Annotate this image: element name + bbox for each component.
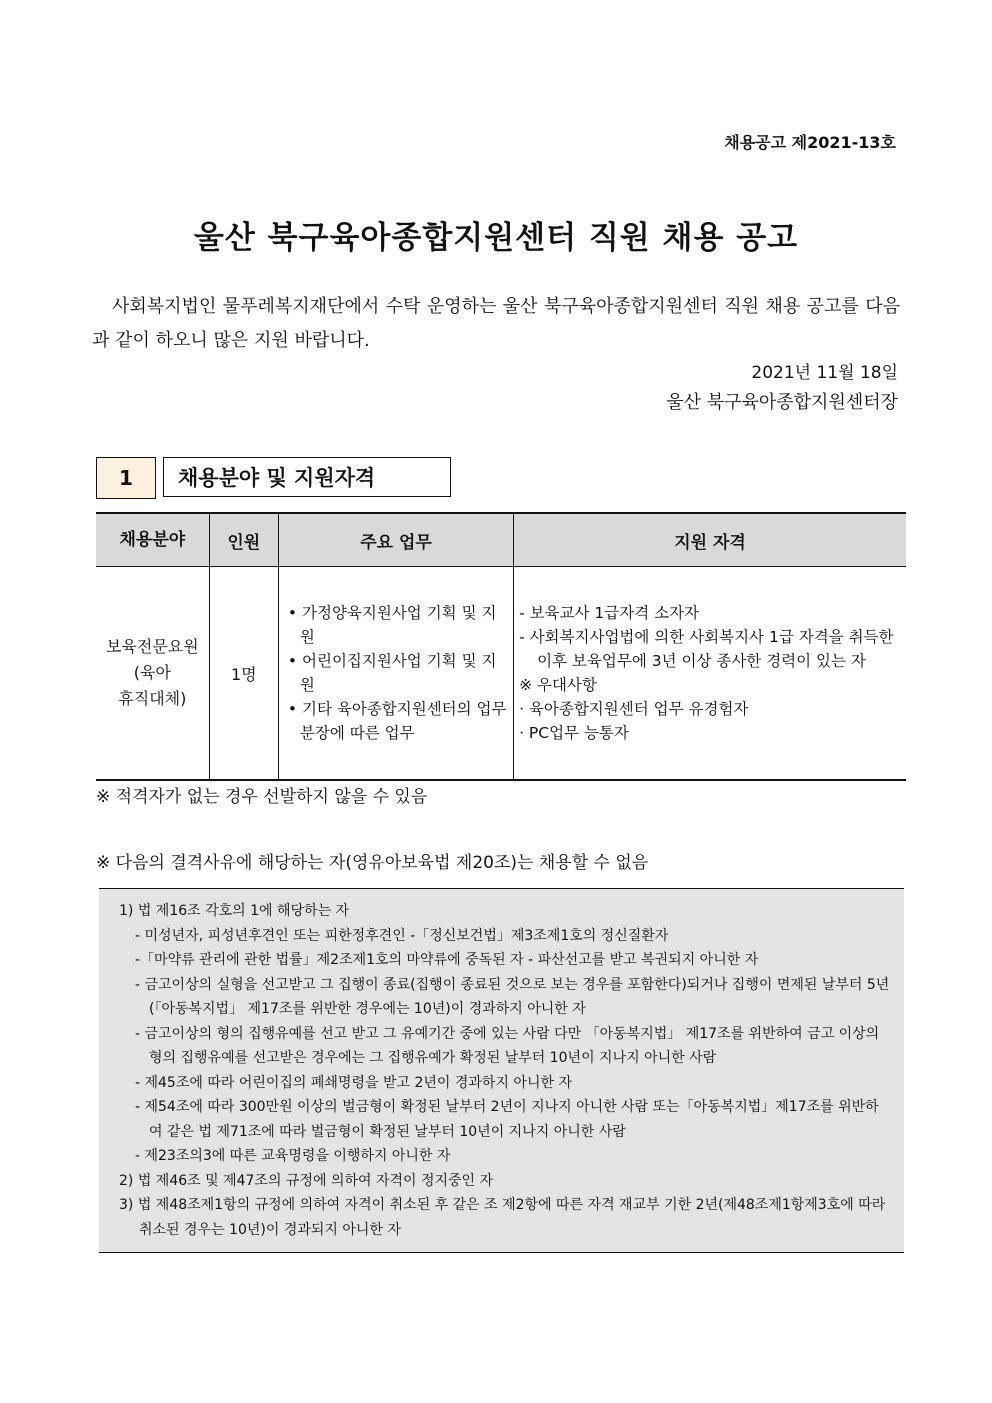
duty-item: • 가정양육지원사업 기획 및 지원	[284, 601, 508, 649]
qualification-item: - 사회복지사업법에 의한 사회복지사 1급 자격을 취득한 이후 보육업무에 3년 이상 종사한 경력이 있는 자	[519, 628, 894, 670]
cell-duties	[278, 567, 513, 781]
notice-number: 채용공고 제2021-13호	[724, 133, 896, 152]
notice-date: 2021년 11월 18일	[751, 363, 898, 383]
intro-text: 사회복지법인 물푸레복지재단에서 수탁 운영하는 울산 북구육아종합지원센터 직원 채용 공고를 다음과 같이 하오니 많은 지원 바랍니다.	[92, 296, 900, 351]
duty-list	[280, 601, 512, 745]
table-header-row	[96, 513, 906, 567]
field-line: 보육전문요원	[105, 637, 199, 656]
disq-subitem: -「마약류 관리에 관한 법률」제2조제1호의 마약류에 중독된 자 - 파산선고를 받고 복권되지 아니한 자	[135, 952, 759, 968]
cell-qualifications	[514, 567, 906, 781]
disq-item: 1) 법 제16조 각호의 1에 해당하는 자	[119, 903, 350, 919]
field-line: (육아	[133, 663, 171, 682]
note-disqualification: ※ 다음의 결격사유에 해당하는 자(영유아보육법 제20조)는 채용할 수 없음	[96, 853, 649, 873]
section-number: 1	[96, 457, 156, 499]
cell-field	[96, 567, 209, 781]
page-title: 울산 북구육아종합지원센터 직원 채용 공고	[193, 220, 799, 256]
qualification-list	[515, 601, 905, 745]
preference-item: · 육아종합지원센터 업무 유경험자	[519, 700, 749, 718]
header-field: 채용분야	[96, 513, 209, 567]
disq-item: 3) 법 제48조제1항의 규정에 의하여 자격이 취소된 후 같은 조 제2항에 따른 자격 재교부 기한 2년(제48조제1항제3호에 따라 취소된 경우는 10년)이 경과되지 아니한 자	[119, 1197, 886, 1238]
preference-item: · PC업무 능통자	[519, 724, 629, 742]
disq-subitem: - 미성년자, 피성년후견인 또는 피한정후견인 -「정신보건법」제3조제1호의 정신질환자	[135, 927, 669, 944]
disqualification-box	[99, 888, 904, 1253]
header-duties: 주요 업무	[278, 513, 513, 567]
qualification-item: - 보육교사 1급자격 소자자	[519, 604, 700, 622]
disq-subitem: - 제54조에 따라 300만원 이상의 벌금형이 확정된 날부터 2년이 지나지 아니한 사람 또는「아동복지법」제17조를 위반하여 같은 법 제71조에 따라 벌금형이 확정된 날부터 10년이 지나지 아니한 사람	[135, 1099, 879, 1140]
recruitment-table	[96, 512, 906, 781]
duty-item: • 어린이집지원사업 기획 및 지원	[284, 649, 508, 697]
disq-subitem: - 금고이상의 실형을 선고받고 그 집행이 종료(집행이 종료된 것으로 보는 경우를 포함한다)되거나 집행이 면제된 날부터 5년(「아동복지법」 제17조를 위반한 경우에는 10년)이 경과하지 아니한 자	[135, 976, 890, 1017]
intro-paragraph	[92, 290, 900, 358]
duty-item: • 기타 육아종합지원센터의 업무분장에 따른 업무	[284, 697, 508, 745]
preference-heading: ※ 우대사항	[519, 676, 597, 694]
section-title: 채용분야 및 지원자격	[163, 457, 451, 497]
disq-subitem: - 제45조에 따라 어린이집의 폐쇄명령을 받고 2년이 경과하지 아니한 자	[135, 1074, 572, 1091]
header-qualifications: 지원 자격	[514, 513, 906, 567]
note-no-candidate: ※ 적격자가 없는 경우 선발하지 않을 수 있음	[96, 787, 428, 807]
cell-count: 1명	[209, 567, 278, 781]
issuer: 울산 북구육아종합지원센터장	[666, 392, 898, 413]
disq-item: 2) 법 제46조 및 제47조의 규정에 의하여 자격이 정지중인 자	[119, 1172, 494, 1189]
header-count: 인원	[209, 513, 278, 567]
disq-subitem: - 제23조의3에 따른 교육명령을 이행하지 아니한 자	[135, 1148, 451, 1164]
disq-subitem: - 금고이상의 형의 집행유예를 선고 받고 그 유예기간 중에 있는 사람 다만 「아동복지법」 제17조를 위반하여 금고 이상의 형의 집행유예를 선고받은 경우에는 그 집행유예가 확정된 날부터 10년이 지나지 아니한 사람	[135, 1025, 880, 1066]
field-line: 휴직대체)	[118, 689, 187, 708]
table-row	[96, 567, 906, 781]
